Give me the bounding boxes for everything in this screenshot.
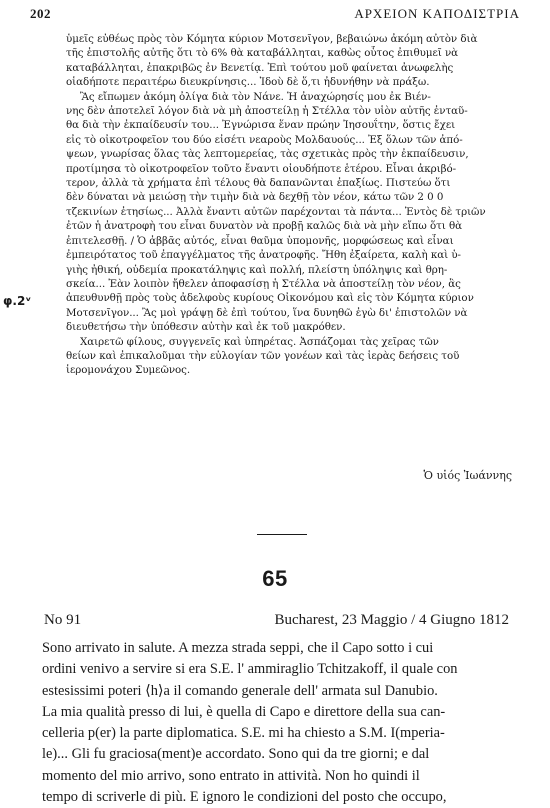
- greek-text-line: νης δὲν ἀποτελεῖ λόγον διὰ νὰ μὴ ἀποστείλῃ ἡ Στέλλα τὸν υἱὸν αὐτῆς ἐνταῦ-: [66, 105, 468, 118]
- greek-text-line: διευθετήσω τὴν ὑπόθεσιν αὐτὴν καὶ ἐκ τοῦ μακρόθεν.: [66, 321, 346, 334]
- greek-text-line: δὲν δύναται νὰ μειώσῃ τὴν τιμὴν διὰ νὰ δεχθῇ τὸν νέον, κάτω τῶν 2 0 0: [66, 191, 444, 204]
- italian-text-line: estesissimi poteri ⟨h⟩a il comando generale dell' armata sul Danubio.: [42, 682, 438, 699]
- italian-text-block: [42, 638, 524, 808]
- greek-text-line: τῆς ἐπιστολῆς αὐτῆς ὅτι τὸ 6% θὰ καταβάλληται, καθὼς οὗτος ἐπιθυμεῖ νὰ: [66, 47, 459, 60]
- italian-text-line: La mia qualità presso di lui, è quella di Capo e direttore della sua can-: [42, 703, 446, 720]
- letter-place-date: Bucharest, 23 Maggio / 4 Giugno 1812: [274, 612, 509, 628]
- greek-text-line: ἐτῶν ἡ ἀνατροφὴ του εἶναι δυνατὸν νὰ προβῇ καλῶς διὰ νὰ μὴν εἴπω ὅτι θὰ: [66, 220, 462, 233]
- italian-text-line: Sono arrivato in salute. A mezza strada seppi, che il Capo sotto i cui: [42, 640, 434, 656]
- greek-text-block: [66, 32, 526, 378]
- greek-text-line: σκεία... Ἐὰν λοιπὸν ἤθελεν ἀποφασίσῃ ἡ Στέλλα νὰ ἀποστείλῃ τὸν νέον, ἂς: [66, 277, 461, 290]
- greek-text-line: οἱαδήποτε περαιτέρω διευκρίνησις... Ἰδοὺ δὲ ὅ,τι ἠδυνήθην νὰ πράξω.: [66, 76, 430, 89]
- italian-text-line: le)... Gli fu graciosa(ment)e accordato. Sono qui da tre giorni; e dal: [42, 746, 430, 763]
- page-number: 202: [30, 6, 51, 21]
- greek-text-line: ψεων, γνωρίσας ὅλας τὰς λεπτομερείας, τὰς σχετικὰς πρὸς τὴν ἐκπαίδευσιν,: [66, 148, 469, 161]
- greek-text-line: Μοτσενῖγον... Ἂς μοὶ γράψῃ δὲ ἐπὶ τούτου, ἵνα δυνηθῶ ἐγὼ δι' ἐπιστολῶν νὰ: [66, 306, 468, 319]
- italian-text-line: tempo di scriverle di più. E ignoro le condizioni del posto che occupo,: [42, 789, 447, 806]
- greek-text-line: ὑμεῖς εὐθέως πρὸς τὸν Κόμητα κύριον Μοτσενῖγον, βεβαιώνω ἀκόμη αὐτὸν διὰ: [66, 33, 478, 45]
- greek-text-line: καταβάλληται, ἐπακριβῶς ἐν Βενετίᾳ. Ἐπὶ τούτου μοῦ φαίνεται ἀνωφελὴς: [66, 61, 454, 74]
- folio-margin-reference: φ.2ᵛ: [3, 294, 32, 308]
- greek-text-line: προτίμησα τὸ οἰκοτροφεῖον τοῦτο ἔναντι οἱουδήποτε ἑτέρου. Εἶναι ἀκριβό-: [66, 162, 457, 175]
- greek-text-line: Χαιρετῶ φίλους, συγγενεῖς καὶ ὑπηρέτας. Ἀσπάζομαι τὰς χεῖρας τῶν: [80, 335, 439, 348]
- greek-text-line: ἀπευθυνθῇ πρὸς τοὺς ἀδελφοὺς κυρίους Οἰκονόμου καὶ εἰς τὸν Κόμητα κύριον: [66, 292, 474, 305]
- greek-text-line: τζεκινίων ἐτησίως... Ἀλλὰ ἔναντι αὐτῶν παρέχονται τὰ πάντα... Ἐντὸς δὲ τριῶν: [66, 205, 486, 218]
- greek-text-line: εἰς τὸ οἰκοτροφεῖον του δύο εἰσέτι νεαροὺς Μολδαυούς... Ἐξ ὅλων τῶν ἀπό-: [66, 133, 463, 146]
- letter-number: 65: [262, 566, 288, 591]
- section-divider: [257, 534, 307, 535]
- letter-signature: Ὁ υἱός Ἰωάννης: [423, 469, 512, 482]
- letter-heading: [44, 612, 509, 632]
- running-head: ΑΡΧΕΙΟΝ ΚΑΠΟΔΙΣΤΡΙΑ: [354, 6, 520, 21]
- greek-text-line: τερον, ἀλλὰ τὰ χρήματα ἐπὶ τέλους θὰ δαπανῶνται ἐπαξίως. Πιστεύω ὅτι: [66, 177, 451, 190]
- document-reference-number: No 91: [44, 612, 82, 628]
- greek-text-line: ἐμπειρότατος τοῦ ἐπαγγέλματος τῆς ἀνατροφῆς. Ἤθη ἐξαίρετα, καλὴ καὶ ὑ-: [66, 249, 461, 262]
- greek-text-line: θείων καὶ ἐπικαλοῦμαι τὴν εὐλογίαν τῶν γονέων καὶ τὰς ἱερὰς δεήσεις τοῦ: [66, 349, 460, 362]
- greek-text-line: ἐπιτελεσθῇ. / Ὁ ἀββᾶς αὐτός, εἶναι θαῦμα ὑπομονῆς, μορφώσεως καὶ εἶναι: [66, 234, 454, 247]
- italian-text-line: ordini venivo a servire si era S.E. l' ammiraglio Tchitzakoff, il quale con: [42, 661, 458, 678]
- page-header: [30, 6, 520, 24]
- greek-text-line: ἱερομονάχου Συμεῶνος.: [66, 364, 191, 377]
- greek-text-line: θα διὰ τὴν ἐκπαίδευσίν του... Ἐγνώρισα ἕναν πρώην Ἰησουΐτην, ὅστις ἔχει: [66, 119, 456, 132]
- italian-text-line: celleria p(er) la parte diplomatica. S.E. mi ha chiesto a S.M. I(mperia-: [42, 725, 445, 742]
- greek-text-line: Ἂς εἴπωμεν ἀκόμη ὀλίγα διὰ τὸν Νάνε. Ἡ ἀναχώρησίς μου ἐκ Βιέν-: [80, 90, 431, 103]
- italian-text-line: momento del mio arrivo, sono entrato in attività. Non ho quindi il: [42, 767, 420, 784]
- greek-text-line: γιὴς ἠθική, οὐδεμία προκατάληψις καὶ πολλή, πλείστη ὑπόληψις καὶ θρη-: [66, 263, 448, 276]
